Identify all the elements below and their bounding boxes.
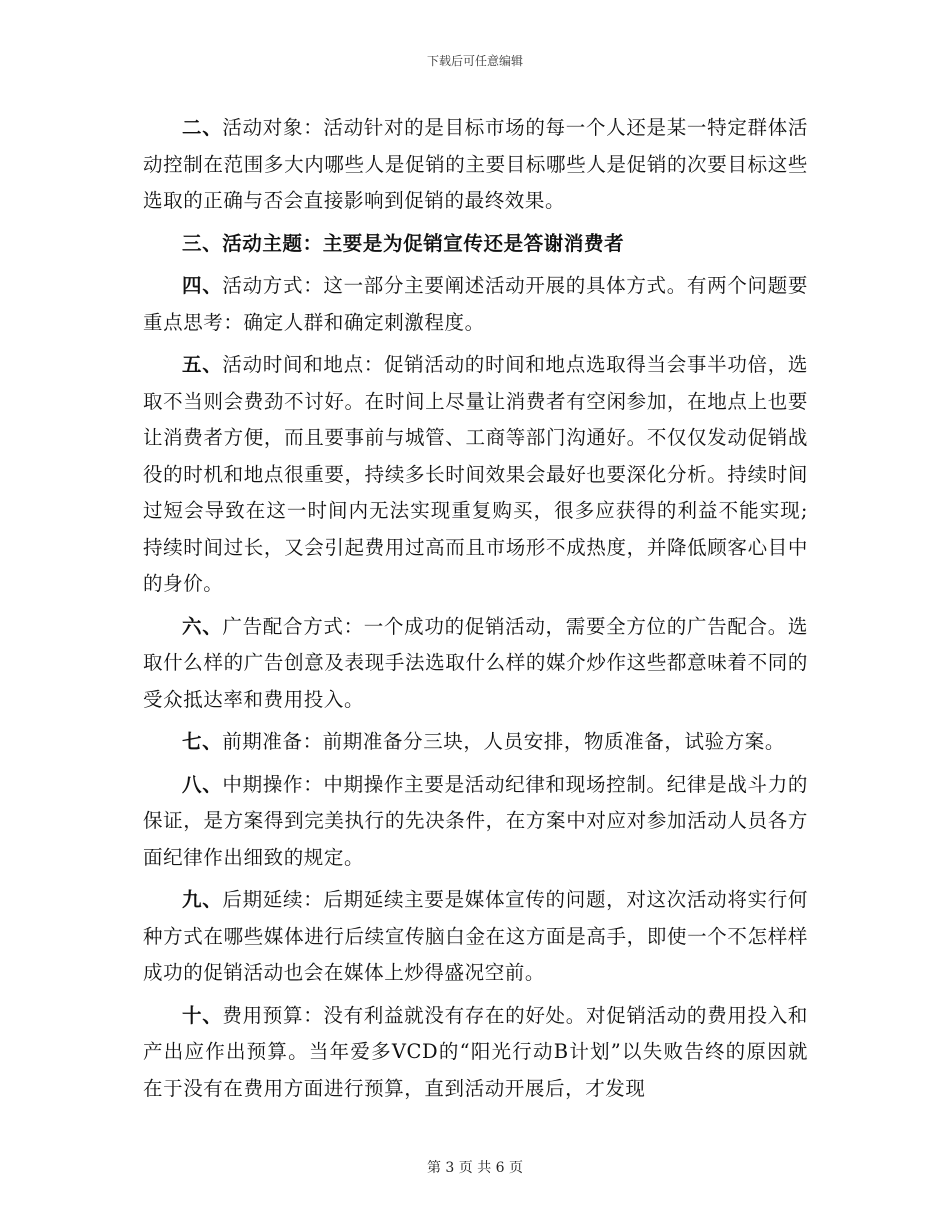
paragraph-number: 二、	[182, 116, 223, 139]
paragraph-6	[143, 609, 808, 719]
paragraph-number: 十、	[182, 1003, 223, 1027]
paragraph-7	[143, 724, 808, 761]
paragraph-text: 活动方式：这一部分主要阐述活动开展的具体方式。有两个问题要重点思考：确定人群和确定刺激程度。	[143, 274, 809, 334]
paragraph-text: 前期准备：前期准备分三块，人员安排，物质准备，试验方案。	[222, 730, 786, 753]
paragraph-text: 活动对象：活动针对的是目标市场的每一个人还是某一特定群体活动控制在范围多大内哪些人是促销的主要目标哪些人是促销的次要目标这些选取的正确与否会直接影响到促销的最终效果。	[143, 116, 809, 212]
paragraph-text: 广告配合方式：一个成功的促销活动，需要全方位的广告配合。选取什么样的广告创意及表现手法选取什么样的媒介炒作这些都意味着不同的受众抵达率和费用投入。	[143, 614, 809, 711]
paragraph-text: 费用预算：没有利益就没有存在的好处。对促销活动的费用投入和产出应作出预算。当年爱多VCD的“阳光行动B计划”以失败告终的原因就在于没有在费用方面进行预算，直到活动开展后，才发现	[143, 1003, 809, 1100]
paragraph-number: 九、	[182, 888, 223, 911]
paragraph-text: 后期延续：后期延续主要是媒体宣传的问题，对这次活动将实行何种方式在哪些媒体进行后续宣传脑白金在这方面是高手，即使一个不怎样样成功的促销活动也会在媒体上炒得盛况空前。	[143, 888, 809, 984]
paragraph-5	[143, 347, 808, 603]
paragraph-number: 六、	[182, 614, 223, 638]
paragraph-number: 四、	[182, 274, 223, 297]
paragraph-number: 七、	[182, 730, 223, 753]
paragraph-10	[143, 998, 808, 1108]
page-footer: 第 3 页 共 6 页	[426, 1160, 524, 1176]
paragraph-2	[143, 110, 808, 220]
page-header: 下载后可任意编辑	[426, 54, 523, 68]
paragraph-heading-text: 三、活动主题：主要是为促销宣传还是答谢消费者	[182, 231, 625, 255]
document-body	[143, 110, 808, 1113]
paragraph-text: 中期操作：中期操作主要是活动纪律和现场控制。纪律是战斗力的保证，是方案得到完美执行的先决条件，在方案中对应对参加活动人员各方面纪律作出细致的规定。	[143, 772, 809, 869]
paragraph-4	[143, 268, 808, 341]
paragraph-text: 活动时间和地点：促销活动的时间和地点选取得当会事半功倍，选取不当则会费劲不讨好。在时间上尽量让消费者有空闲参加，在地点上也要让消费者方便，而且要事前与城管、工商等部门沟通好。不仅仅发动促销战役的时机和地点很重要，持续多长时间效果会最好也要深化分析。持续时间过短会导致在这一时间内无法实现重复购买，很多应获得的利益不能实现;持续时间过长，又会引起费用过高而且市场形不成热度，并降低顾客心目中的身价。	[143, 353, 809, 595]
paragraph-9	[143, 882, 808, 992]
paragraph-number: 五、	[182, 353, 223, 376]
paragraph-3-heading	[143, 226, 808, 263]
paragraph-number: 八、	[182, 772, 223, 796]
paragraph-8	[143, 767, 808, 877]
